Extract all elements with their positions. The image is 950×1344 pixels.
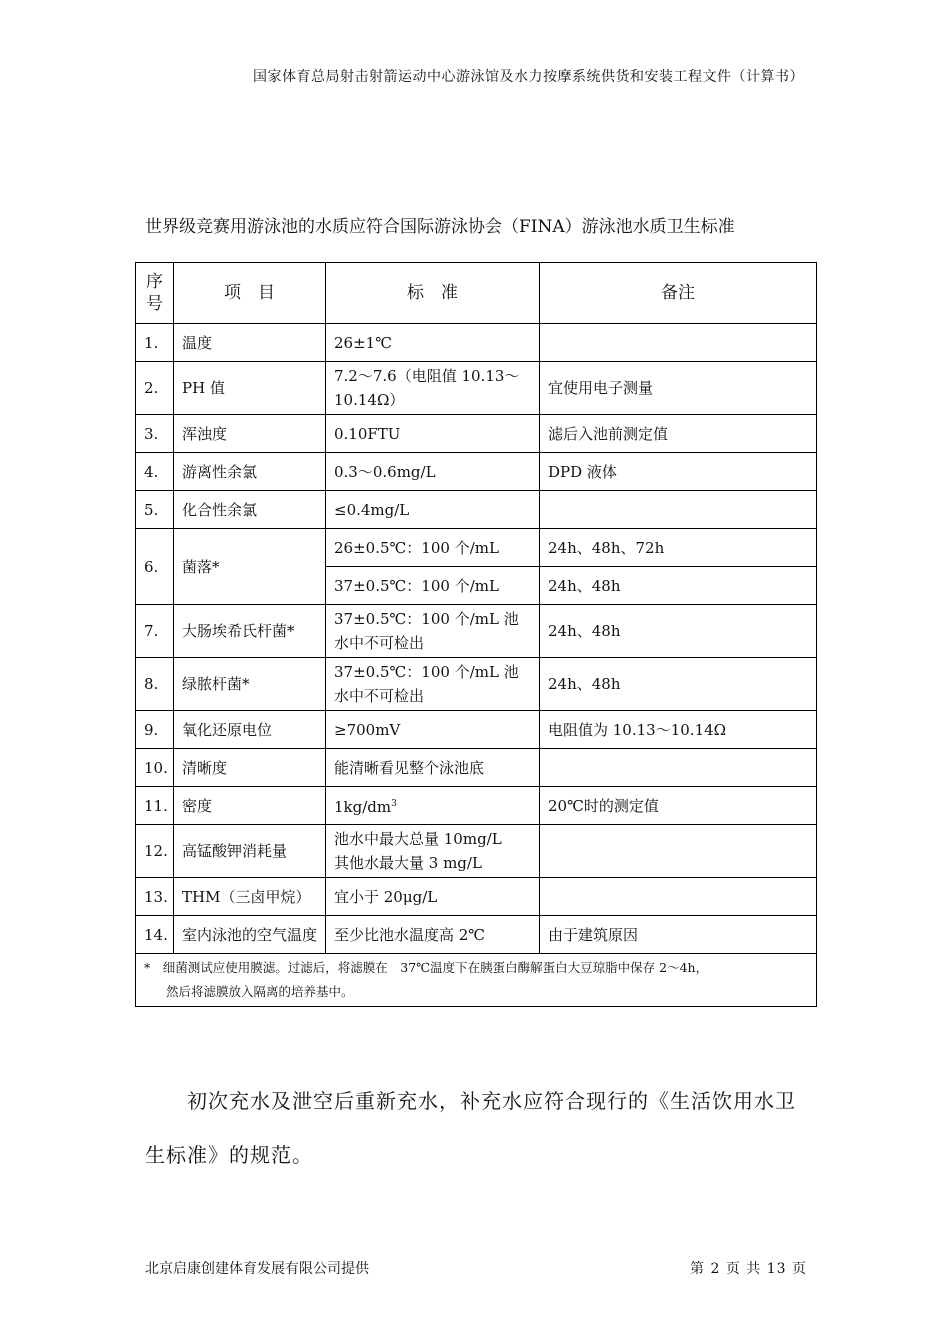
water-quality-table (135, 262, 817, 1007)
standard-line-2: 其他水最大量 3 mg/L (334, 854, 482, 872)
row-item: THM（三卤甲烷） (174, 878, 326, 916)
row-remark: 由于建筑原因 (540, 916, 817, 954)
table-row (136, 453, 817, 491)
row-index: 7. (136, 605, 174, 658)
row-remark: 电阻值为 10.13～10.14Ω (540, 711, 817, 749)
row-standard: 37±0.5℃：100 个/mL 池水中不可检出 (326, 658, 540, 711)
row-standard: 至少比池水温度高 2℃ (326, 916, 540, 954)
table-row (136, 787, 817, 825)
table-row (136, 324, 817, 362)
row-standard: 0.3～0.6mg/L (326, 453, 540, 491)
row-index: 3. (136, 415, 174, 453)
row-remark: 24h、48h (540, 658, 817, 711)
header-standard: 标 准 (326, 263, 540, 324)
header-item: 项 目 (174, 263, 326, 324)
header-idx: 序号 (136, 263, 174, 324)
row-item: 氧化还原电位 (174, 711, 326, 749)
row-item: 大肠埃希氏杆菌* (174, 605, 326, 658)
row-index: 6. (136, 529, 174, 605)
density-exponent: 3 (391, 799, 397, 809)
row-item: 温度 (174, 324, 326, 362)
row-remark (540, 749, 817, 787)
row-index: 9. (136, 711, 174, 749)
standard-line-1: 池水中最大总量 10mg/L (334, 830, 502, 848)
table-row (136, 916, 817, 954)
table-row (136, 362, 817, 415)
row-standard: 26±0.5℃：100 个/mL (326, 529, 540, 567)
row-index: 5. (136, 491, 174, 529)
row-item: 浑浊度 (174, 415, 326, 453)
header-remark: 备注 (540, 263, 817, 324)
row-standard: 37±0.5℃：100 个/mL 池水中不可检出 (326, 605, 540, 658)
row-standard: 26±1℃ (326, 324, 540, 362)
row-remark: 24h、48h (540, 605, 817, 658)
row-index: 10. (136, 749, 174, 787)
row-index: 2. (136, 362, 174, 415)
row-item: 室内泳池的空气温度 (174, 916, 326, 954)
table-header-row (136, 263, 817, 324)
footnote-line-2: 然后将滤膜放入隔离的培养基中。 (166, 984, 354, 999)
page-header: 国家体育总局射击射箭运动中心游泳馆及水力按摩系统供货和安装工程文件（计算书） (253, 69, 804, 85)
footer-page-number: 第 2 页 共 13 页 (690, 1261, 807, 1277)
footer-company: 北京启康创建体育发展有限公司提供 (145, 1261, 369, 1277)
row-index: 11. (136, 787, 174, 825)
row-index: 14. (136, 916, 174, 954)
row-standard: 宜小于 20μg/L (326, 878, 540, 916)
table-row (136, 605, 817, 658)
density-value: 1kg/dm (334, 798, 392, 816)
row-index: 13. (136, 878, 174, 916)
row-index: 1. (136, 324, 174, 362)
row-remark (540, 324, 817, 362)
row-index: 4. (136, 453, 174, 491)
row-item: 化合性余氯 (174, 491, 326, 529)
row-index: 12. (136, 825, 174, 878)
row-index: 8. (136, 658, 174, 711)
row-remark: 24h、48h (540, 567, 817, 605)
row-remark: 20℃时的测定值 (540, 787, 817, 825)
table-note-row (136, 954, 817, 1007)
row-remark (540, 491, 817, 529)
row-standard: ≤0.4mg/L (326, 491, 540, 529)
row-item: PH 值 (174, 362, 326, 415)
table-row (136, 825, 817, 878)
row-remark: 24h、48h、72h (540, 529, 817, 567)
table-row (136, 529, 817, 567)
table-row (136, 711, 817, 749)
row-standard: 7.2～7.6（电阻值 10.13～10.14Ω） (326, 362, 540, 415)
row-standard (326, 787, 540, 825)
row-item: 高锰酸钾消耗量 (174, 825, 326, 878)
table-row (136, 658, 817, 711)
table-caption: 世界级竞赛用游泳池的水质应符合国际游泳协会（FINA）游泳池水质卫生标准 (145, 217, 735, 237)
table-row (136, 491, 817, 529)
row-standard: ≥700mV (326, 711, 540, 749)
row-standard: 37±0.5℃：100 个/mL (326, 567, 540, 605)
row-standard: 能清晰看见整个泳池底 (326, 749, 540, 787)
row-remark (540, 878, 817, 916)
body-paragraph: 初次充水及泄空后重新充水，补充水应符合现行的《生活饮用水卫生标准》的规范。 (145, 1089, 796, 1167)
table-row (136, 415, 817, 453)
row-remark: 宜使用电子测量 (540, 362, 817, 415)
row-remark: 滤后入池前测定值 (540, 415, 817, 453)
row-standard: 0.10FTU (326, 415, 540, 453)
footnote-line-1: * 细菌测试应使用膜滤。过滤后，将滤膜在 37℃温度下在胰蛋白酶解蛋白大豆琼脂中保存 2～4h， (144, 960, 709, 975)
row-item: 游离性余氯 (174, 453, 326, 491)
table-row (136, 878, 817, 916)
row-item: 清晰度 (174, 749, 326, 787)
row-standard (326, 825, 540, 878)
row-item: 绿脓杆菌* (174, 658, 326, 711)
row-remark (540, 825, 817, 878)
row-item: 菌落* (174, 529, 326, 605)
table-row (136, 749, 817, 787)
row-item: 密度 (174, 787, 326, 825)
table-footnote (136, 954, 817, 1007)
row-remark: DPD 液体 (540, 453, 817, 491)
